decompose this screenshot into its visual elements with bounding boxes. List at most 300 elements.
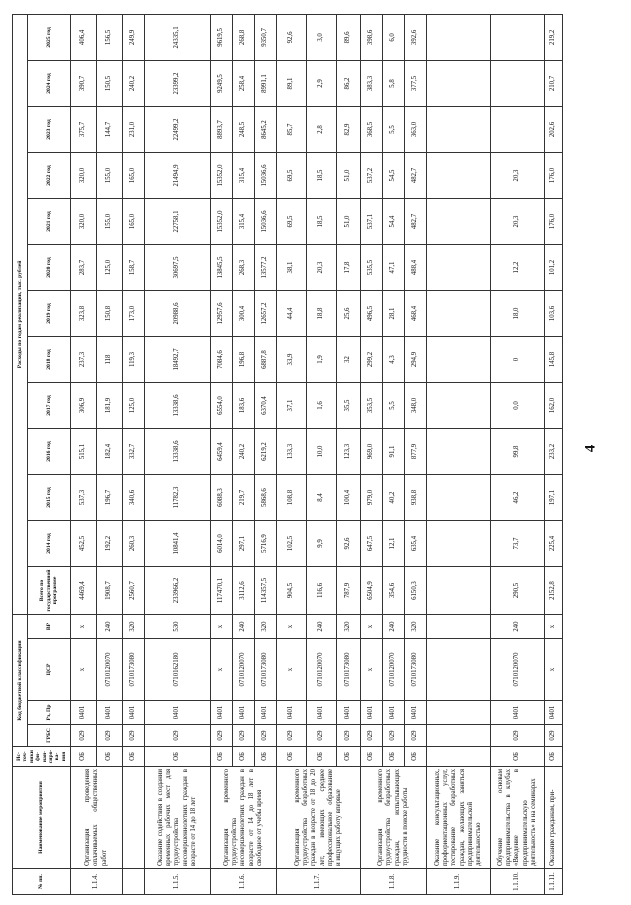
- cell-value: 18492,7: [145, 337, 211, 383]
- cell-value: 300,4: [233, 291, 255, 337]
- cell-value: 18,8: [307, 291, 337, 337]
- cell-grbs: 029: [211, 725, 233, 747]
- cell-value: 21494,9: [145, 153, 211, 199]
- row-number: 1.1.7.: [277, 869, 361, 895]
- cell-value: 340,6: [123, 475, 145, 521]
- cell-value: 488,4: [405, 245, 427, 291]
- cell-value: 9249,5: [211, 61, 233, 107]
- cell-value: 9619,5: [211, 14, 233, 60]
- header-year: 2023 год: [28, 107, 71, 153]
- cell-value: 406,4: [71, 14, 97, 60]
- header-year: 2020 год: [28, 245, 71, 291]
- cell-value: 297,1: [233, 521, 255, 567]
- cell-value: 197,1: [545, 475, 563, 521]
- cell-value: 155,0: [97, 153, 123, 199]
- cell-value: 165,0: [123, 199, 145, 245]
- cell-value: 9,9: [307, 521, 337, 567]
- table-row: [427, 14, 491, 894]
- row-number: 1.1.5.: [145, 869, 211, 895]
- cell-value: 123,3: [337, 429, 361, 475]
- cell-value: 145,8: [545, 337, 563, 383]
- table-row: [491, 14, 545, 894]
- cell-value: 12,1: [383, 521, 405, 567]
- header-grbs: ГРБС: [28, 725, 71, 747]
- cell-vr: х: [361, 615, 383, 639]
- cell-source: ОБ: [255, 747, 277, 767]
- cell-value: 44,4: [277, 291, 307, 337]
- row-name: Оказание содействия в создании временных рабочих мест для трудоустройства несовершеннолетних граждан в возрасте от 14 до 18 лет: [145, 767, 211, 869]
- cell-value: 515,1: [71, 429, 97, 475]
- header-year: 2021 год: [28, 199, 71, 245]
- row-name: Организация временного трудоустройства несовершеннолетних граждан в возрасте от 14 до 18 лет в свободное от учебы время: [211, 767, 277, 869]
- cell-vr: х: [71, 615, 97, 639]
- cell-value: 158,7: [123, 245, 145, 291]
- cell-value: 294,9: [405, 337, 427, 383]
- table-row: [361, 14, 383, 894]
- cell-value: 181,9: [97, 383, 123, 429]
- cell-value: 47,1: [383, 245, 405, 291]
- cell-value: 24335,1: [145, 14, 211, 60]
- cell-value: 35,5: [337, 383, 361, 429]
- cell-value: 299,2: [361, 337, 383, 383]
- cell-value: 225,4: [545, 521, 563, 567]
- cell-value: 100,4: [337, 475, 361, 521]
- row-number: 1.1.4.: [71, 869, 123, 895]
- cell-value: 18,5: [307, 153, 337, 199]
- cell-value: 323,8: [71, 291, 97, 337]
- cell-value: 69,5: [277, 199, 307, 245]
- cell-value: 6014,0: [211, 521, 233, 567]
- cell-value: 233,2: [545, 429, 563, 475]
- cell-value: 10841,4: [145, 521, 211, 567]
- cell-value: 125,0: [123, 383, 145, 429]
- cell-value: 15036,6: [255, 199, 277, 245]
- cell-value: 6459,4: [211, 429, 233, 475]
- cell-value: 13845,5: [211, 245, 233, 291]
- header-year: 2025 год: [28, 14, 71, 60]
- cell-value: 33,9: [277, 337, 307, 383]
- row-name: Организация временного трудоустройства безработных граждан в возрасте от 18 до 20 лет, имеющих среднее профессиональное образование и ищущих работу впервые: [277, 767, 361, 869]
- cell-value: [427, 383, 491, 429]
- cell-value: 91,1: [383, 429, 405, 475]
- row-name: [123, 767, 145, 869]
- cell-value: 392,6: [405, 14, 427, 60]
- cell-value: 258,4: [233, 61, 255, 107]
- cell-value: 196,8: [233, 337, 255, 383]
- cell-value: 375,7: [71, 107, 97, 153]
- cell-value: [427, 567, 491, 615]
- cell-value: 1908,7: [97, 567, 123, 615]
- table-row: [97, 14, 123, 894]
- cell-grbs: 029: [361, 725, 383, 747]
- row-name: Оказание гражданам, при-: [545, 767, 563, 869]
- cell-rzpr: 0401: [307, 701, 337, 725]
- cell-value: [427, 107, 491, 153]
- cell-value: 496,5: [361, 291, 383, 337]
- header-csr: ЦСР: [28, 639, 71, 701]
- header-expenses: Расходы по годам реализации, тыс. рублей: [13, 14, 28, 614]
- cell-value: 6088,3: [211, 475, 233, 521]
- cell-rzpr: [427, 701, 491, 725]
- cell-value: 6887,8: [255, 337, 277, 383]
- cell-value: 103,6: [545, 291, 563, 337]
- row-number: 1.1.11.: [545, 869, 563, 895]
- cell-value: 398,6: [361, 14, 383, 60]
- cell-value: 150,8: [97, 291, 123, 337]
- cell-value: [427, 291, 491, 337]
- cell-value: 233966,2: [145, 567, 211, 615]
- cell-value: 2152,8: [545, 567, 563, 615]
- table-row: [545, 14, 563, 894]
- cell-value: [491, 107, 545, 153]
- cell-vr: 240: [307, 615, 337, 639]
- cell-value: 2560,7: [123, 567, 145, 615]
- cell-value: 5,5: [383, 107, 405, 153]
- cell-value: 155,0: [97, 199, 123, 245]
- cell-rzpr: 0401: [383, 701, 405, 725]
- cell-value: 5,8: [383, 61, 405, 107]
- cell-value: 12957,6: [211, 291, 233, 337]
- cell-value: 5716,9: [255, 521, 277, 567]
- cell-value: [491, 14, 545, 60]
- cell-value: 1,6: [307, 383, 337, 429]
- cell-rzpr: 0401: [71, 701, 97, 725]
- cell-source: ОБ: [211, 747, 233, 767]
- cell-value: [427, 475, 491, 521]
- cell-value: 144,7: [97, 107, 123, 153]
- cell-vr: х: [277, 615, 307, 639]
- cell-value: [427, 429, 491, 475]
- row-number: 1.1.6.: [211, 869, 277, 895]
- budget-table: [12, 14, 563, 895]
- cell-grbs: 029: [491, 725, 545, 747]
- cell-source: [427, 747, 491, 767]
- cell-value: 17,8: [337, 245, 361, 291]
- cell-csr: 0710173080: [255, 639, 277, 701]
- cell-value: 117470,1: [211, 567, 233, 615]
- table-row: [307, 14, 337, 894]
- cell-csr: х: [277, 639, 307, 701]
- cell-value: 108,8: [277, 475, 307, 521]
- cell-value: 20,3: [491, 153, 545, 199]
- header-year: 2019 год: [28, 291, 71, 337]
- cell-value: 51,0: [337, 153, 361, 199]
- cell-rzpr: 0401: [211, 701, 233, 725]
- cell-value: 390,7: [71, 61, 97, 107]
- cell-grbs: [427, 725, 491, 747]
- cell-value: 18,0: [491, 291, 545, 337]
- cell-value: 647,5: [361, 521, 383, 567]
- cell-csr: 0710173080: [123, 639, 145, 701]
- cell-csr: х: [545, 639, 563, 701]
- cell-csr: х: [211, 639, 233, 701]
- cell-value: 150,5: [97, 61, 123, 107]
- cell-value: 354,6: [383, 567, 405, 615]
- cell-value: [427, 153, 491, 199]
- header-no: № пп.: [13, 869, 71, 895]
- cell-source: ОБ: [145, 747, 211, 767]
- cell-value: 11782,3: [145, 475, 211, 521]
- cell-value: 10,0: [307, 429, 337, 475]
- cell-value: 979,0: [361, 475, 383, 521]
- cell-value: 18,5: [307, 199, 337, 245]
- cell-vr: 530: [145, 615, 211, 639]
- cell-value: 15352,0: [211, 199, 233, 245]
- cell-value: 537,3: [71, 475, 97, 521]
- cell-value: 30697,5: [145, 245, 211, 291]
- cell-value: 202,6: [545, 107, 563, 153]
- cell-value: 904,5: [277, 567, 307, 615]
- cell-value: 537,2: [361, 153, 383, 199]
- cell-value: 535,5: [361, 245, 383, 291]
- cell-rzpr: 0401: [361, 701, 383, 725]
- header-year: 2015 год: [28, 475, 71, 521]
- table-row: [71, 14, 97, 894]
- table-row: [233, 14, 255, 894]
- cell-value: 86,2: [337, 61, 361, 107]
- cell-value: 173,0: [123, 291, 145, 337]
- cell-value: [427, 14, 491, 60]
- cell-value: 89,1: [277, 61, 307, 107]
- cell-source: ОБ: [337, 747, 361, 767]
- header-total: Всего по государственной программе: [28, 567, 71, 615]
- cell-value: 8645,2: [255, 107, 277, 153]
- cell-value: 468,4: [405, 291, 427, 337]
- cell-value: 787,9: [337, 567, 361, 615]
- cell-value: 192,2: [97, 521, 123, 567]
- cell-value: 283,7: [71, 245, 97, 291]
- cell-vr: 240: [383, 615, 405, 639]
- cell-value: 20,3: [491, 199, 545, 245]
- cell-value: 82,9: [337, 107, 361, 153]
- cell-value: 482,7: [405, 153, 427, 199]
- cell-value: 315,4: [233, 153, 255, 199]
- cell-value: 102,5: [277, 521, 307, 567]
- cell-vr: 320: [405, 615, 427, 639]
- cell-value: 210,7: [545, 61, 563, 107]
- cell-vr: 240: [233, 615, 255, 639]
- cell-value: 315,4: [233, 199, 255, 245]
- cell-csr: 0710120070: [233, 639, 255, 701]
- cell-rzpr: 0401: [545, 701, 563, 725]
- cell-value: 938,8: [405, 475, 427, 521]
- cell-vr: х: [545, 615, 563, 639]
- header-source: Ис-точ-ники фи-нан-сиро-ва-ния: [13, 747, 71, 767]
- cell-value: 133,3: [277, 429, 307, 475]
- cell-value: 4469,4: [71, 567, 97, 615]
- cell-value: 101,2: [545, 245, 563, 291]
- cell-value: [427, 337, 491, 383]
- cell-csr: 0710162180: [145, 639, 211, 701]
- cell-source: ОБ: [383, 747, 405, 767]
- cell-value: 73,7: [491, 521, 545, 567]
- row-number: 1.1.9.: [427, 869, 491, 895]
- cell-value: 176,0: [545, 153, 563, 199]
- table-body: [71, 14, 563, 894]
- cell-value: 12,2: [491, 245, 545, 291]
- cell-value: 2,9: [307, 61, 337, 107]
- cell-source: ОБ: [123, 747, 145, 767]
- cell-value: [427, 61, 491, 107]
- cell-rzpr: 0401: [337, 701, 361, 725]
- cell-source: ОБ: [545, 747, 563, 767]
- cell-value: 1,9: [307, 337, 337, 383]
- cell-value: 260,3: [123, 521, 145, 567]
- header-year: 2014 год: [28, 521, 71, 567]
- cell-value: 92,6: [277, 14, 307, 60]
- header-vr: ВР: [28, 615, 71, 639]
- row-name: Организация проведения оплачиваемых общественных работ: [71, 767, 123, 869]
- table-row: [277, 14, 307, 894]
- page-number: 4: [582, 444, 599, 453]
- cell-value: 635,4: [405, 521, 427, 567]
- cell-value: 69,5: [277, 153, 307, 199]
- cell-value: 85,7: [277, 107, 307, 153]
- cell-source: ОБ: [405, 747, 427, 767]
- cell-value: 89,6: [337, 14, 361, 60]
- cell-value: 237,3: [71, 337, 97, 383]
- table-row: [255, 14, 277, 894]
- cell-value: 4,3: [383, 337, 405, 383]
- cell-value: 320,0: [71, 199, 97, 245]
- cell-value: 182,4: [97, 429, 123, 475]
- cell-grbs: 029: [145, 725, 211, 747]
- header-year: 2018 год: [28, 337, 71, 383]
- cell-vr: 320: [337, 615, 361, 639]
- row-number: 1.1.8.: [361, 869, 427, 895]
- table-row: [337, 14, 361, 894]
- cell-value: 6,0: [383, 14, 405, 60]
- cell-value: 6504,9: [361, 567, 383, 615]
- cell-value: 125,0: [97, 245, 123, 291]
- cell-rzpr: 0401: [97, 701, 123, 725]
- cell-value: 3112,6: [233, 567, 255, 615]
- cell-value: [427, 199, 491, 245]
- cell-value: 99,8: [491, 429, 545, 475]
- cell-vr: 240: [97, 615, 123, 639]
- cell-source: ОБ: [361, 747, 383, 767]
- cell-csr: [427, 639, 491, 701]
- cell-value: 249,9: [123, 14, 145, 60]
- table-row: [405, 14, 427, 894]
- cell-value: 0,0: [491, 383, 545, 429]
- row-name: Обучение основам предпринимательства в клубах «Введение в предпринимательскую деятельность» и на семинарах: [491, 767, 545, 869]
- cell-value: 383,3: [361, 61, 383, 107]
- cell-source: ОБ: [277, 747, 307, 767]
- cell-value: 156,5: [97, 14, 123, 60]
- cell-value: 8,4: [307, 475, 337, 521]
- cell-value: 969,0: [361, 429, 383, 475]
- cell-source: ОБ: [491, 747, 545, 767]
- cell-value: 25,6: [337, 291, 361, 337]
- cell-value: 13338,6: [145, 429, 211, 475]
- header-year: 2017 год: [28, 383, 71, 429]
- cell-value: 368,5: [361, 107, 383, 153]
- cell-value: 5,5: [383, 383, 405, 429]
- cell-value: 92,6: [337, 521, 361, 567]
- cell-csr: 0710120070: [383, 639, 405, 701]
- cell-value: 8893,7: [211, 107, 233, 153]
- cell-grbs: 029: [71, 725, 97, 747]
- cell-value: 219,7: [233, 475, 255, 521]
- cell-value: 6150,3: [405, 567, 427, 615]
- cell-grbs: 029: [233, 725, 255, 747]
- cell-value: 240,2: [233, 429, 255, 475]
- cell-value: 482,7: [405, 199, 427, 245]
- cell-value: 248,5: [233, 107, 255, 153]
- header-year: 2024 год: [28, 61, 71, 107]
- cell-value: 38,1: [277, 245, 307, 291]
- cell-value: 13577,2: [255, 245, 277, 291]
- cell-value: 3,0: [307, 14, 337, 60]
- cell-value: 162,0: [545, 383, 563, 429]
- cell-grbs: 029: [97, 725, 123, 747]
- header-budget-code: Код бюджетной классификации: [13, 615, 28, 747]
- cell-value: 8991,1: [255, 61, 277, 107]
- cell-value: 268,8: [233, 14, 255, 60]
- cell-csr: х: [361, 639, 383, 701]
- cell-rzpr: 0401: [145, 701, 211, 725]
- cell-source: ОБ: [97, 747, 123, 767]
- cell-value: 23399,2: [145, 61, 211, 107]
- header-rzpr: Рз, Пр: [28, 701, 71, 725]
- cell-csr: х: [71, 639, 97, 701]
- cell-grbs: 029: [405, 725, 427, 747]
- cell-value: 231,0: [123, 107, 145, 153]
- cell-value: 196,7: [97, 475, 123, 521]
- header-year: 2016 год: [28, 429, 71, 475]
- cell-value: 12657,2: [255, 291, 277, 337]
- cell-vr: 320: [255, 615, 277, 639]
- cell-rzpr: 0401: [255, 701, 277, 725]
- cell-value: 20,3: [307, 245, 337, 291]
- table-row: [383, 14, 405, 894]
- cell-grbs: 029: [307, 725, 337, 747]
- cell-value: [427, 521, 491, 567]
- cell-value: 877,9: [405, 429, 427, 475]
- cell-value: 219,2: [545, 14, 563, 60]
- cell-source: ОБ: [71, 747, 97, 767]
- cell-value: 114357,5: [255, 567, 277, 615]
- cell-csr: 0710120070: [97, 639, 123, 701]
- cell-value: 9350,7: [255, 14, 277, 60]
- cell-source: ОБ: [307, 747, 337, 767]
- cell-value: 37,1: [277, 383, 307, 429]
- cell-value: 363,0: [405, 107, 427, 153]
- row-number: 1.1.10.: [491, 869, 545, 895]
- table-row: [123, 14, 145, 894]
- cell-value: 306,9: [71, 383, 97, 429]
- cell-vr: х: [211, 615, 233, 639]
- cell-rzpr: 0401: [405, 701, 427, 725]
- cell-value: 119,3: [123, 337, 145, 383]
- cell-value: 165,0: [123, 153, 145, 199]
- cell-value: 6219,2: [255, 429, 277, 475]
- cell-value: 290,5: [491, 567, 545, 615]
- cell-value: 183,6: [233, 383, 255, 429]
- cell-value: [491, 61, 545, 107]
- cell-value: 537,1: [361, 199, 383, 245]
- cell-value: 5868,6: [255, 475, 277, 521]
- cell-value: 54,5: [383, 153, 405, 199]
- cell-value: 268,3: [233, 245, 255, 291]
- cell-value: 22758,1: [145, 199, 211, 245]
- cell-value: 332,7: [123, 429, 145, 475]
- row-name: Организация временного трудоустройства безработных граждан, испытывающих трудности в поиске работы: [361, 767, 427, 869]
- cell-value: 6370,4: [255, 383, 277, 429]
- cell-value: 15352,0: [211, 153, 233, 199]
- cell-rzpr: 0401: [277, 701, 307, 725]
